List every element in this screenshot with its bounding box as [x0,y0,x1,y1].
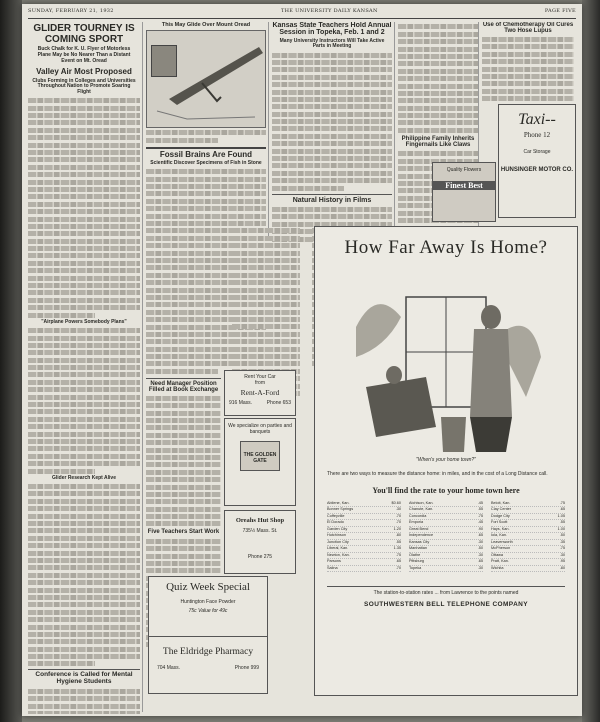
subhead-clubs: Clubs Forming in Colleges and Universities Throughout Nation to Promote Soaring Flight [32,77,136,96]
rate-town: Iola, Kan. [491,533,508,537]
rate-town: Coffeyville [327,513,345,518]
photo-title: This May Glide Over Mount Oread [161,22,251,28]
ad-taxi-title: Taxi-- [518,111,556,128]
headline-natural-history: Natural History in Films [272,194,392,204]
rate-price: .50 [477,546,483,550]
masthead [28,8,576,19]
rate-price: .90 [477,526,483,531]
rate-town: Topeka [409,565,422,570]
rate-price: .30 [395,507,401,511]
rate-town: Independence [409,533,434,537]
scan-edge-right [582,0,600,722]
rate-town: Hays, Kan. [491,526,510,531]
column-1 [28,22,140,714]
rate-town: Liberal, Kan. [327,546,349,550]
rate-price: .35 [559,539,565,544]
subhead-teachers: Many University Instructors Will Take Active Parts in Meeting [279,37,385,50]
ad-finest-best [432,162,496,222]
rate-town: Chanute, Kan. [409,507,434,511]
ad-gate-line: We specialize on parties and banquets [228,423,292,435]
ad-golden-gate [224,418,296,506]
section-head: Glider Research Kept Alive [51,474,116,481]
headline-valley: Valley Air Most Proposed [36,67,132,77]
masthead-title: THE UNIVERSITY DAILY KANSAN [280,8,378,14]
ad-rent-phone: Phone 653 [266,400,291,406]
subhead-fossil: Scientific Discover Specimens of Fish in Stone [150,160,262,167]
rate-price: 1.05 [557,513,565,518]
ad-hut-title: Oreahs Hut Shop [235,517,285,524]
rate-town: Hutchinson [327,533,346,537]
ad-rent-line2: from [255,380,265,386]
glider-photo [146,30,266,128]
ad-pharmacy-address: 704 Mass. [157,665,181,671]
telephone-scene-image [346,267,546,457]
ad-best-line: Quality Flowers [446,167,482,173]
rate-town: Parsons [327,559,341,563]
ad-quiz-title: Quiz Week Special [166,581,250,593]
rate-town: Wichita [491,565,504,570]
column-3 [272,22,392,242]
rate-town: McPherson [491,546,511,550]
ad-rent-title: Rent-A-Ford [240,388,280,397]
rate-town: Fort Scott [491,520,508,524]
ad-best-title: Finest Best [433,181,495,190]
headline-manager: Need Manager Position Filled at Book Exchange [146,378,221,394]
headline-philippine: Philippine Family Inherits Fingernails Like Claws [401,135,475,149]
rate-town: Clay Center [491,507,512,511]
scan-edge-left [0,0,22,722]
ad-eldridge-pharmacy [148,636,268,694]
ad-taxi-hunsinger [498,104,576,218]
rate-town: Salina [327,565,338,570]
rate-town: Concordia [409,513,427,518]
column-rule [142,22,143,712]
rate-price: .75 [559,500,565,505]
ad-pharmacy-title: The Eldridge Pharmacy [162,647,254,657]
section-head: "Airplane Powers Somebody Plans" [41,319,127,325]
rate-town: Manhattan [409,546,427,550]
column-rule [268,22,269,238]
ad-taxi-company: HUNSINGER MOTOR CO. [500,167,574,173]
bell-ad-body: There are two ways to measure the distance home: in miles, and in the cost of a Long Distance call. [327,471,548,477]
ad-hut-phone: Phone 275 [247,554,273,560]
ad-taxi-phone: Phone 12 [523,131,551,139]
rate-price: .30 [477,552,483,557]
rate-price: .30 [477,539,483,544]
ad-quiz-line1: Huntington Face Powder [180,599,236,605]
rate-row [409,566,483,573]
rate-price: .65 [395,559,401,563]
rate-row [491,566,565,573]
rate-town: Junction City [327,539,349,544]
ad-pharmacy-phone: Phone 999 [234,665,259,671]
ad-hut-address: 735½ Mass. St. [242,528,278,534]
rate-price: .55 [559,520,565,524]
rate-town: El Dorado [327,520,344,524]
rate-price: .65 [559,507,565,511]
rate-price: $0.60 [391,500,401,505]
rate-town: Great Bend [409,526,429,531]
rate-town: Olathe [409,552,421,557]
headline-teachers: Kansas State Teachers Hold Annual Session in Topeka, Feb. 1 and 2 [272,22,392,37]
bell-ad-title: How Far Away Is Home? [344,237,548,258]
rates-table [327,501,565,573]
headline-conference: Conference is Called for Mental Hygiene Students [28,669,140,686]
subhead-glider: Buck Chalk for K. U. Flyer of Motorless Plane May be No Nearer Than a Distant Event on Mt. Oread [37,46,131,64]
ad-rent-a-ford [224,370,296,416]
rate-price: .75 [395,552,401,557]
rate-row [327,566,401,573]
rate-price: .30 [559,552,565,557]
column-rule [394,22,395,238]
bell-ad-company: SOUTHWESTERN BELL TELEPHONE COMPANY [364,601,528,608]
rate-town: Emporia [409,520,424,524]
glider-image [147,31,265,125]
rate-price: 1.00 [557,526,565,531]
rate-town: Pittsburg [409,559,424,563]
rate-price: .65 [477,559,483,563]
bell-ad-illustration [346,267,546,457]
rate-town: Ottawa [491,552,504,557]
column-5 [482,22,574,112]
rate-price: 1.20 [393,526,401,531]
rate-town: Garden City [327,526,348,531]
rate-price: .70 [395,565,401,570]
bell-ad-table-heading: You'll find the rate to your home town here [372,485,520,495]
ad-rent-address: 916 Mass. [229,400,253,406]
rate-town: Leavenworth [491,539,513,544]
rate-price: .55 [477,507,483,511]
rate-price: .50 [559,533,565,537]
rate-price: .70 [395,513,401,518]
rate-town: Dodge City [491,513,510,518]
rate-price: .75 [559,546,565,550]
rate-price: 1.35 [393,546,401,550]
ad-bell-telephone [314,226,578,696]
rate-price: .80 [395,533,401,537]
bell-ad-footer-note: The station-to-station rates ... from Lawrence to the points named [327,586,565,596]
rate-price: .45 [477,500,483,505]
ad-gate-logo: THE GOLDEN GATE [240,441,280,471]
ad-taxi-storage: Car Storage [523,149,551,155]
ad-rent-line1: Rent Your Car [244,374,276,380]
rate-price: .45 [477,520,483,524]
rate-town: Newton, Kan. [327,552,350,557]
headline-glider: GLIDER TOURNEY IS COMING SPORT [33,23,135,45]
rate-price: .55 [395,539,401,544]
rate-town: Bonner Springs [327,507,354,511]
rate-price: .80 [559,565,565,570]
headline-use-of-oil: Use of Chemotherapy Oil Cures Two Hose Lupus [482,22,574,35]
rate-price: .95 [559,559,565,563]
ad-oreahs-hut [224,510,296,574]
rate-price: .70 [395,520,401,524]
ad-quiz-week [148,576,268,638]
rate-town: Pratt, Kan. [491,559,509,563]
masthead-page: PAGE FIVE [544,8,576,14]
rate-price: .75 [477,513,483,518]
headline-fossil: Fossil Brains Are Found [146,147,266,159]
newspaper-page [22,4,582,716]
masthead-date: SUNDAY, FEBRUARY 21, 1932 [28,8,114,14]
rate-price: .30 [477,565,483,570]
rate-town: Atchison, Kan. [409,500,434,505]
ad-quiz-line2: 75c Value for 49c [188,608,228,614]
rate-town: Beloit, Kan. [491,500,511,505]
headline-five-teachers: Five Teachers Start Work [147,529,220,536]
rate-town: Kansas City [409,539,430,544]
rate-town: Abilene, Kan. [327,500,350,505]
bell-ad-caption: "When's your home town?" [416,457,476,463]
rate-price: .65 [477,533,483,537]
